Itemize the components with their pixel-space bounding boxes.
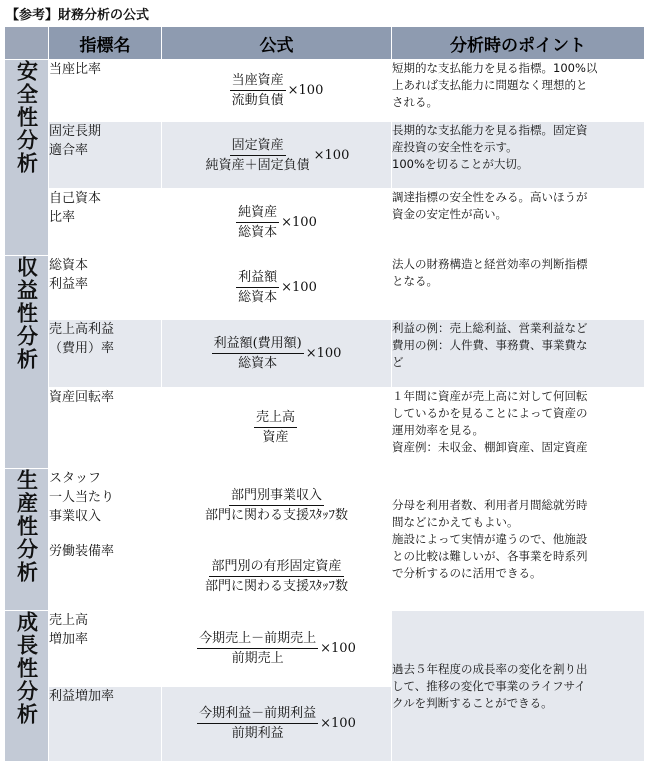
formula-cell (162, 320, 392, 387)
analysis-point: 調達指標の安全性をみる。高いほうが 資金の安定性が高い。 (392, 189, 645, 256)
analysis-point: １年間に資産が売上高に対して何回転 しているかを見ることによって資産の 運用効率を見る。 資産例：未収金、棚卸資産、固定資産 (392, 387, 645, 468)
category-label: 生産性分析 (14, 468, 40, 584)
metric-name: 労働装備率 (49, 542, 162, 611)
header-point: 分析時のポイント (392, 27, 645, 60)
analysis-point: 短期的な支払能力を見る指標。100%以 上あれば支払能力に問題なく理想的と される。 (392, 60, 645, 122)
formula-multiplier: ×100 (305, 345, 342, 361)
category-growth (5, 611, 49, 762)
metric-name: 資産回転率 (49, 387, 162, 468)
metric-name: 総資本 利益率 (49, 256, 162, 320)
table-row (5, 60, 645, 122)
table-caption: 【参考】財務分析の公式 (6, 8, 150, 23)
category-label: 成長性分析 (14, 611, 40, 727)
formula-numerator: 当座資産 (230, 72, 286, 91)
formula-cell (162, 256, 392, 320)
header-formula: 公式 (162, 27, 392, 60)
formula-cell (162, 189, 392, 256)
formula-numerator: 利益額(費用額) (212, 335, 304, 354)
formula-cell (162, 611, 392, 686)
formula-numerator: 部門別の有形固定資産 (209, 558, 343, 577)
metric-name: 自己資本 比率 (49, 189, 162, 256)
category-label: 安全性分析 (14, 60, 40, 175)
formula-multiplier: ×100 (281, 280, 317, 296)
formula-multiplier: ×100 (320, 716, 356, 732)
formula-numerator: 今期売上－前期売上 (197, 630, 318, 649)
analysis-point: 利益の例：売上総利益、営業利益など 費用の例：人件費、事務費、事業費な ど (392, 320, 645, 387)
formula-cell (162, 60, 392, 122)
formula-numerator: 売上高 (254, 409, 297, 428)
header-corner (5, 27, 49, 60)
category-productivity (5, 468, 49, 610)
formula-numerator: 利益額 (236, 269, 279, 288)
formula-denominator: 資産 (262, 430, 289, 446)
formula-numerator: 固定資産 (230, 137, 286, 156)
formula-multiplier: ×100 (320, 641, 356, 657)
metric-name: スタッフ 一人当たり 事業収入 (49, 468, 162, 541)
formula-cell (162, 387, 392, 468)
table-row (5, 122, 645, 189)
analysis-point: 分母を利用者数、利用者月間総就労時 間などにかえてもよい。 施設によって実情が違うので、他施設 との比較は難しいが、各事業を時系列 で分析するのに活用できる。 (392, 468, 645, 610)
table-row (5, 256, 645, 320)
formula-denominator: 部門に関わる支援ｽﾀｯﾌ数 (204, 578, 348, 594)
table-row (5, 611, 645, 686)
formula-numerator: 今期利益－前期利益 (197, 705, 318, 724)
formula-multiplier: ×100 (287, 83, 324, 99)
table-row (5, 320, 645, 387)
category-profitability (5, 256, 49, 469)
formula-numerator: 部門別事業収入 (229, 487, 324, 506)
formula-denominator: 総資本 (238, 224, 278, 240)
metric-name: 売上高 増加率 (49, 611, 162, 686)
metric-name: 当座比率 (49, 60, 162, 122)
formula-multiplier: ×100 (281, 214, 317, 230)
metric-name: 利益増加率 (49, 686, 162, 761)
formula-denominator: 前期利益 (231, 726, 284, 742)
analysis-point: 過去５年程度の成長率の変化を割り出 して、推移の変化で事業のライフサイ クルを判断することができる。 (392, 611, 645, 762)
category-safety (5, 60, 49, 256)
formula-denominator: 前期売上 (231, 651, 284, 667)
analysis-point: 長期的な支払能力を見る指標。固定資 産投資の安全性を示す。 100%を切ることが大切。 (392, 122, 645, 189)
formula-cell (162, 686, 392, 761)
formula-cell (162, 542, 392, 611)
formula-denominator: 総資本 (238, 290, 278, 306)
table-row (5, 189, 645, 256)
metric-name: 売上高利益 （費用）率 (49, 320, 162, 387)
metric-name: 固定長期 適合率 (49, 122, 162, 189)
formula-denominator: 流動負債 (231, 93, 284, 109)
header-row (5, 27, 645, 60)
formula-denominator: 純資産＋固定負債 (205, 157, 310, 173)
header-metric: 指標名 (49, 27, 162, 60)
financial-ratio-table (4, 26, 645, 762)
formula-denominator: 総資本 (238, 355, 278, 371)
formula-multiplier: ×100 (313, 147, 350, 163)
formula-cell (162, 122, 392, 189)
category-label: 収益性分析 (14, 256, 40, 372)
table-row (5, 387, 645, 468)
formula-cell (162, 468, 392, 541)
formula-numerator: 純資産 (236, 204, 279, 223)
formula-denominator: 部門に関わる支援ｽﾀｯﾌ数 (204, 507, 348, 523)
table-row (5, 468, 645, 541)
analysis-point: 法人の財務構造と経営効率の判断指標 となる。 (392, 256, 645, 320)
